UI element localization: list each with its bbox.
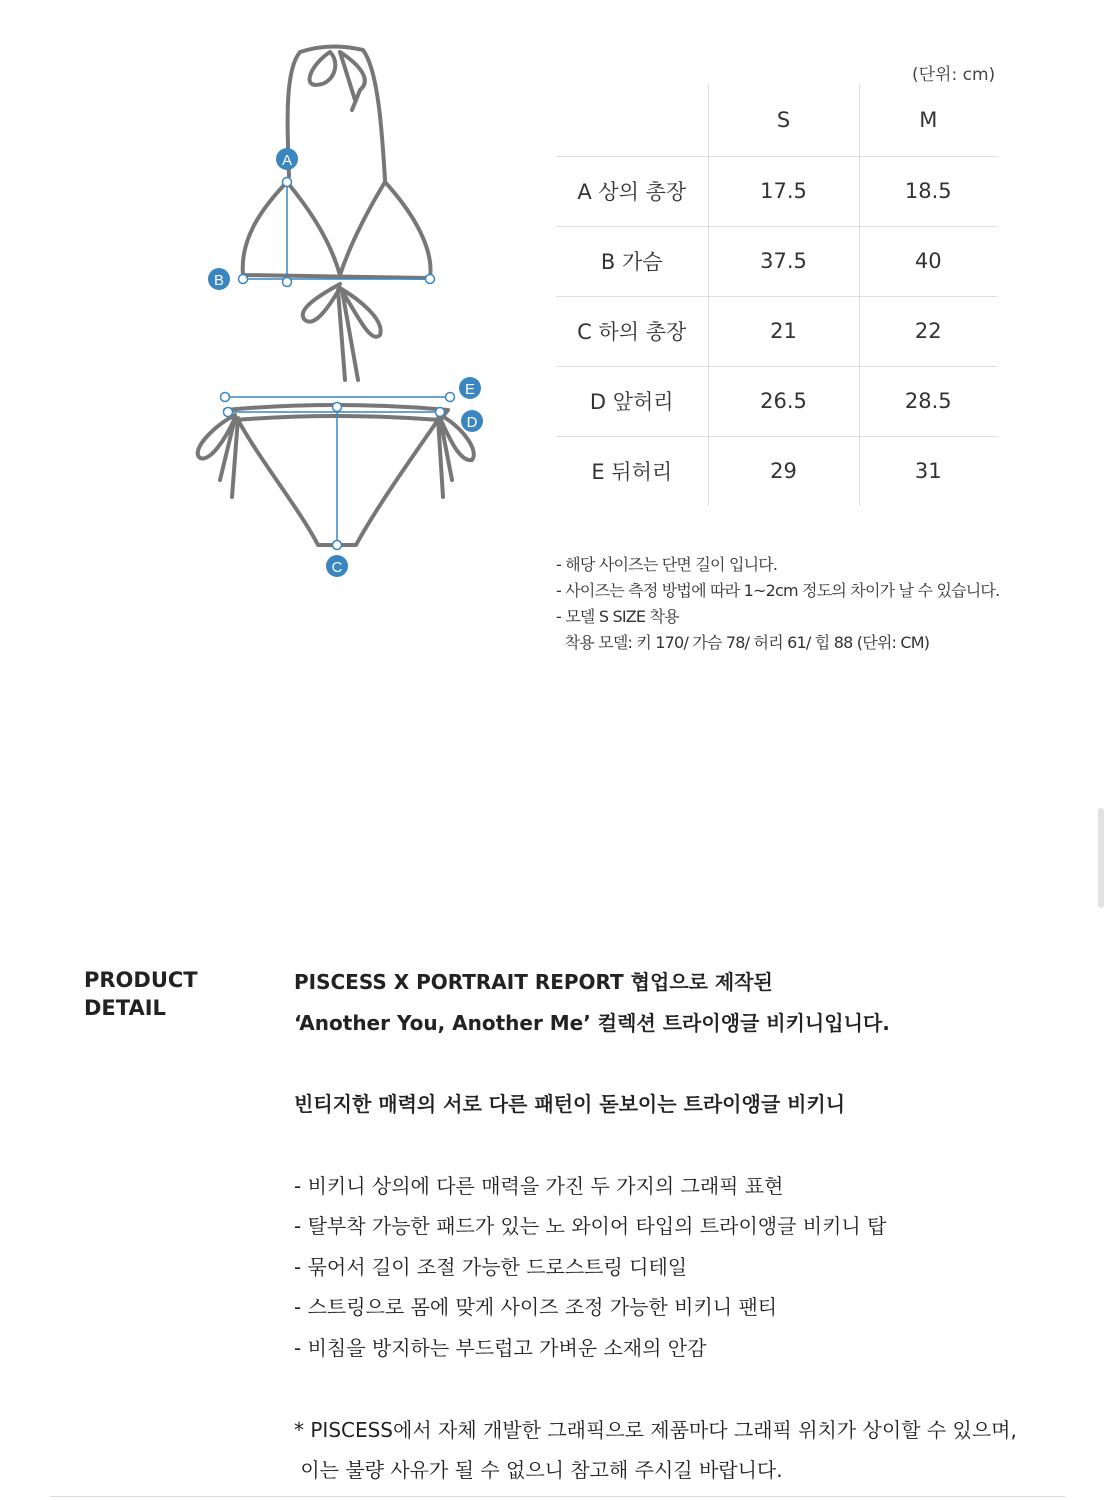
column-header-s: S — [708, 85, 859, 156]
feature-item: - 비침을 방지하는 부드럽고 가벼운 소재의 안감 — [294, 1336, 707, 1360]
table-row: E 뒤허리 29 31 — [556, 436, 997, 506]
feature-item: - 묶어서 길이 조절 가능한 드로스트링 디테일 — [294, 1255, 688, 1279]
table-header-row — [556, 85, 997, 156]
product-detail-heading: PRODUCT DETAIL — [84, 968, 198, 1020]
disclaimer-line: * PISCESS에서 자체 개발한 그래픽으로 제품마다 그래픽 위치가 상이할 수 있으며, — [294, 1418, 1017, 1442]
size-table — [556, 85, 997, 506]
table-row: D 앞허리 26.5 28.5 — [556, 366, 997, 436]
note: 착용 모델: 키 170/ 가슴 78/ 허리 61/ 힙 88 (단위: CM) — [556, 633, 930, 652]
unit-label: (단위: cm) — [912, 65, 996, 85]
svg-text:B: B — [213, 272, 225, 289]
divider — [50, 1496, 1065, 1497]
svg-text:D: D — [466, 414, 478, 431]
scrollbar[interactable] — [1098, 808, 1104, 908]
disclaimer-line: 이는 불량 사유가 될 수 없으니 참고해 주시길 바랍니다. — [294, 1458, 783, 1482]
svg-text:A: A — [281, 152, 293, 169]
size-notes — [556, 552, 999, 656]
note: - 해당 사이즈는 단면 길이 입니다. — [556, 555, 778, 574]
bikini-size-diagram — [180, 40, 500, 585]
svg-text:C: C — [331, 559, 343, 576]
table-row: B 가슴 37.5 40 — [556, 226, 997, 296]
note: - 사이즈는 측정 방법에 따라 1~2cm 정도의 차이가 날 수 있습니다. — [556, 581, 1000, 600]
intro-line: PISCESS X PORTRAIT REPORT 협업으로 제작된 — [294, 970, 773, 994]
feature-item: - 탈부착 가능한 패드가 있는 노 와이어 타입의 트라이앵글 비키니 탑 — [294, 1214, 887, 1238]
feature-item: - 비키니 상의에 다른 매력을 가진 두 가지의 그래픽 표현 — [294, 1174, 784, 1198]
table-row: C 하의 총장 21 22 — [556, 296, 997, 366]
headline: 빈티지한 매력의 서로 다른 패턴이 돋보이는 트라이앵글 비키니 — [294, 1092, 846, 1116]
intro-line: ‘Another You, Another Me’ 컬렉션 트라이앵글 비키니입니다. — [294, 1011, 890, 1035]
feature-item: - 스트링으로 몸에 맞게 사이즈 조정 가능한 비키니 팬티 — [294, 1295, 778, 1319]
column-header-m: M — [859, 85, 997, 156]
note: - 모델 S SIZE 착용 — [556, 607, 679, 626]
table-row: A 상의 총장 17.5 18.5 — [556, 156, 997, 226]
svg-text:E: E — [464, 381, 476, 398]
